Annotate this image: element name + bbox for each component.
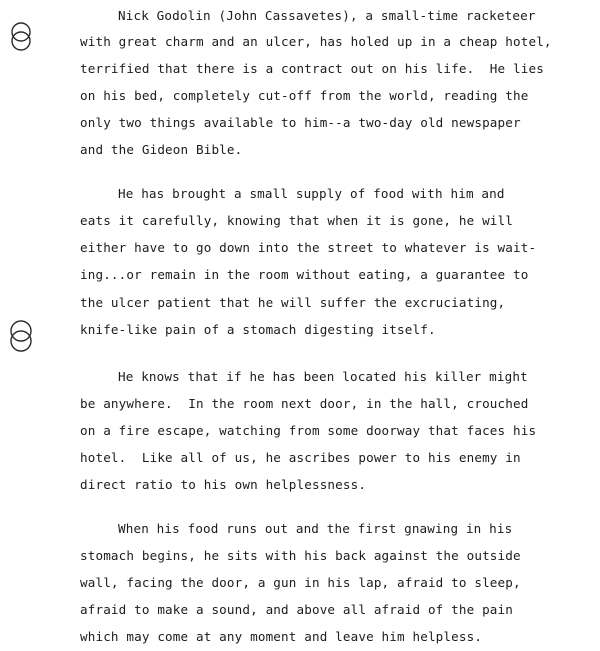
text-line: hotel. Like all of us, he ascribes power to his enemy in: [80, 450, 521, 465]
text-line: wall, facing the door, a gun in his lap, afraid to sleep,: [80, 575, 521, 590]
text-line: stomach begins, he sits with his back against the outside: [80, 548, 521, 563]
text-line: Nick Godolin (John Cassavetes), a small-time racketeer: [118, 8, 536, 23]
text-line: the ulcer patient that he will suffer the excruciating,: [80, 295, 506, 310]
text-line: When his food runs out and the first gnawing in his: [118, 521, 513, 536]
text-line: which may come at any moment and leave him helpless.: [80, 629, 483, 644]
text-line: afraid to make a sound, and above all afraid of the pain: [80, 602, 513, 617]
text-line: on his bed, completely cut-off from the world, reading the: [80, 88, 529, 103]
text-line: eats it carefully, knowing that when it is gone, he will: [80, 213, 513, 228]
text-line: ing...or remain in the room without eating, a guarantee to: [80, 267, 529, 282]
text-line: terrified that there is a contract out on his life. He lies: [80, 61, 544, 76]
text-line: on a fire escape, watching from some doorway that faces his: [80, 423, 537, 438]
text-line: be anywhere. In the room next door, in the hall, crouched: [80, 396, 529, 411]
text-line: either have to go down into the street to whatever is wait-: [80, 240, 537, 255]
text-line: and the Gideon Bible.: [80, 142, 243, 157]
text-line: only two things available to him--a two-day old newspaper: [80, 115, 521, 130]
text-line: He knows that if he has been located his killer might: [118, 369, 528, 384]
text-line: direct ratio to his own helplessness.: [80, 477, 367, 492]
text-line: with great charm and an ulcer, has holed up in a cheap hotel,: [80, 34, 552, 49]
text-line: He has brought a small supply of food with him and: [118, 186, 505, 201]
text-line: knife-like pain of a stomach digesting itself.: [80, 322, 436, 337]
